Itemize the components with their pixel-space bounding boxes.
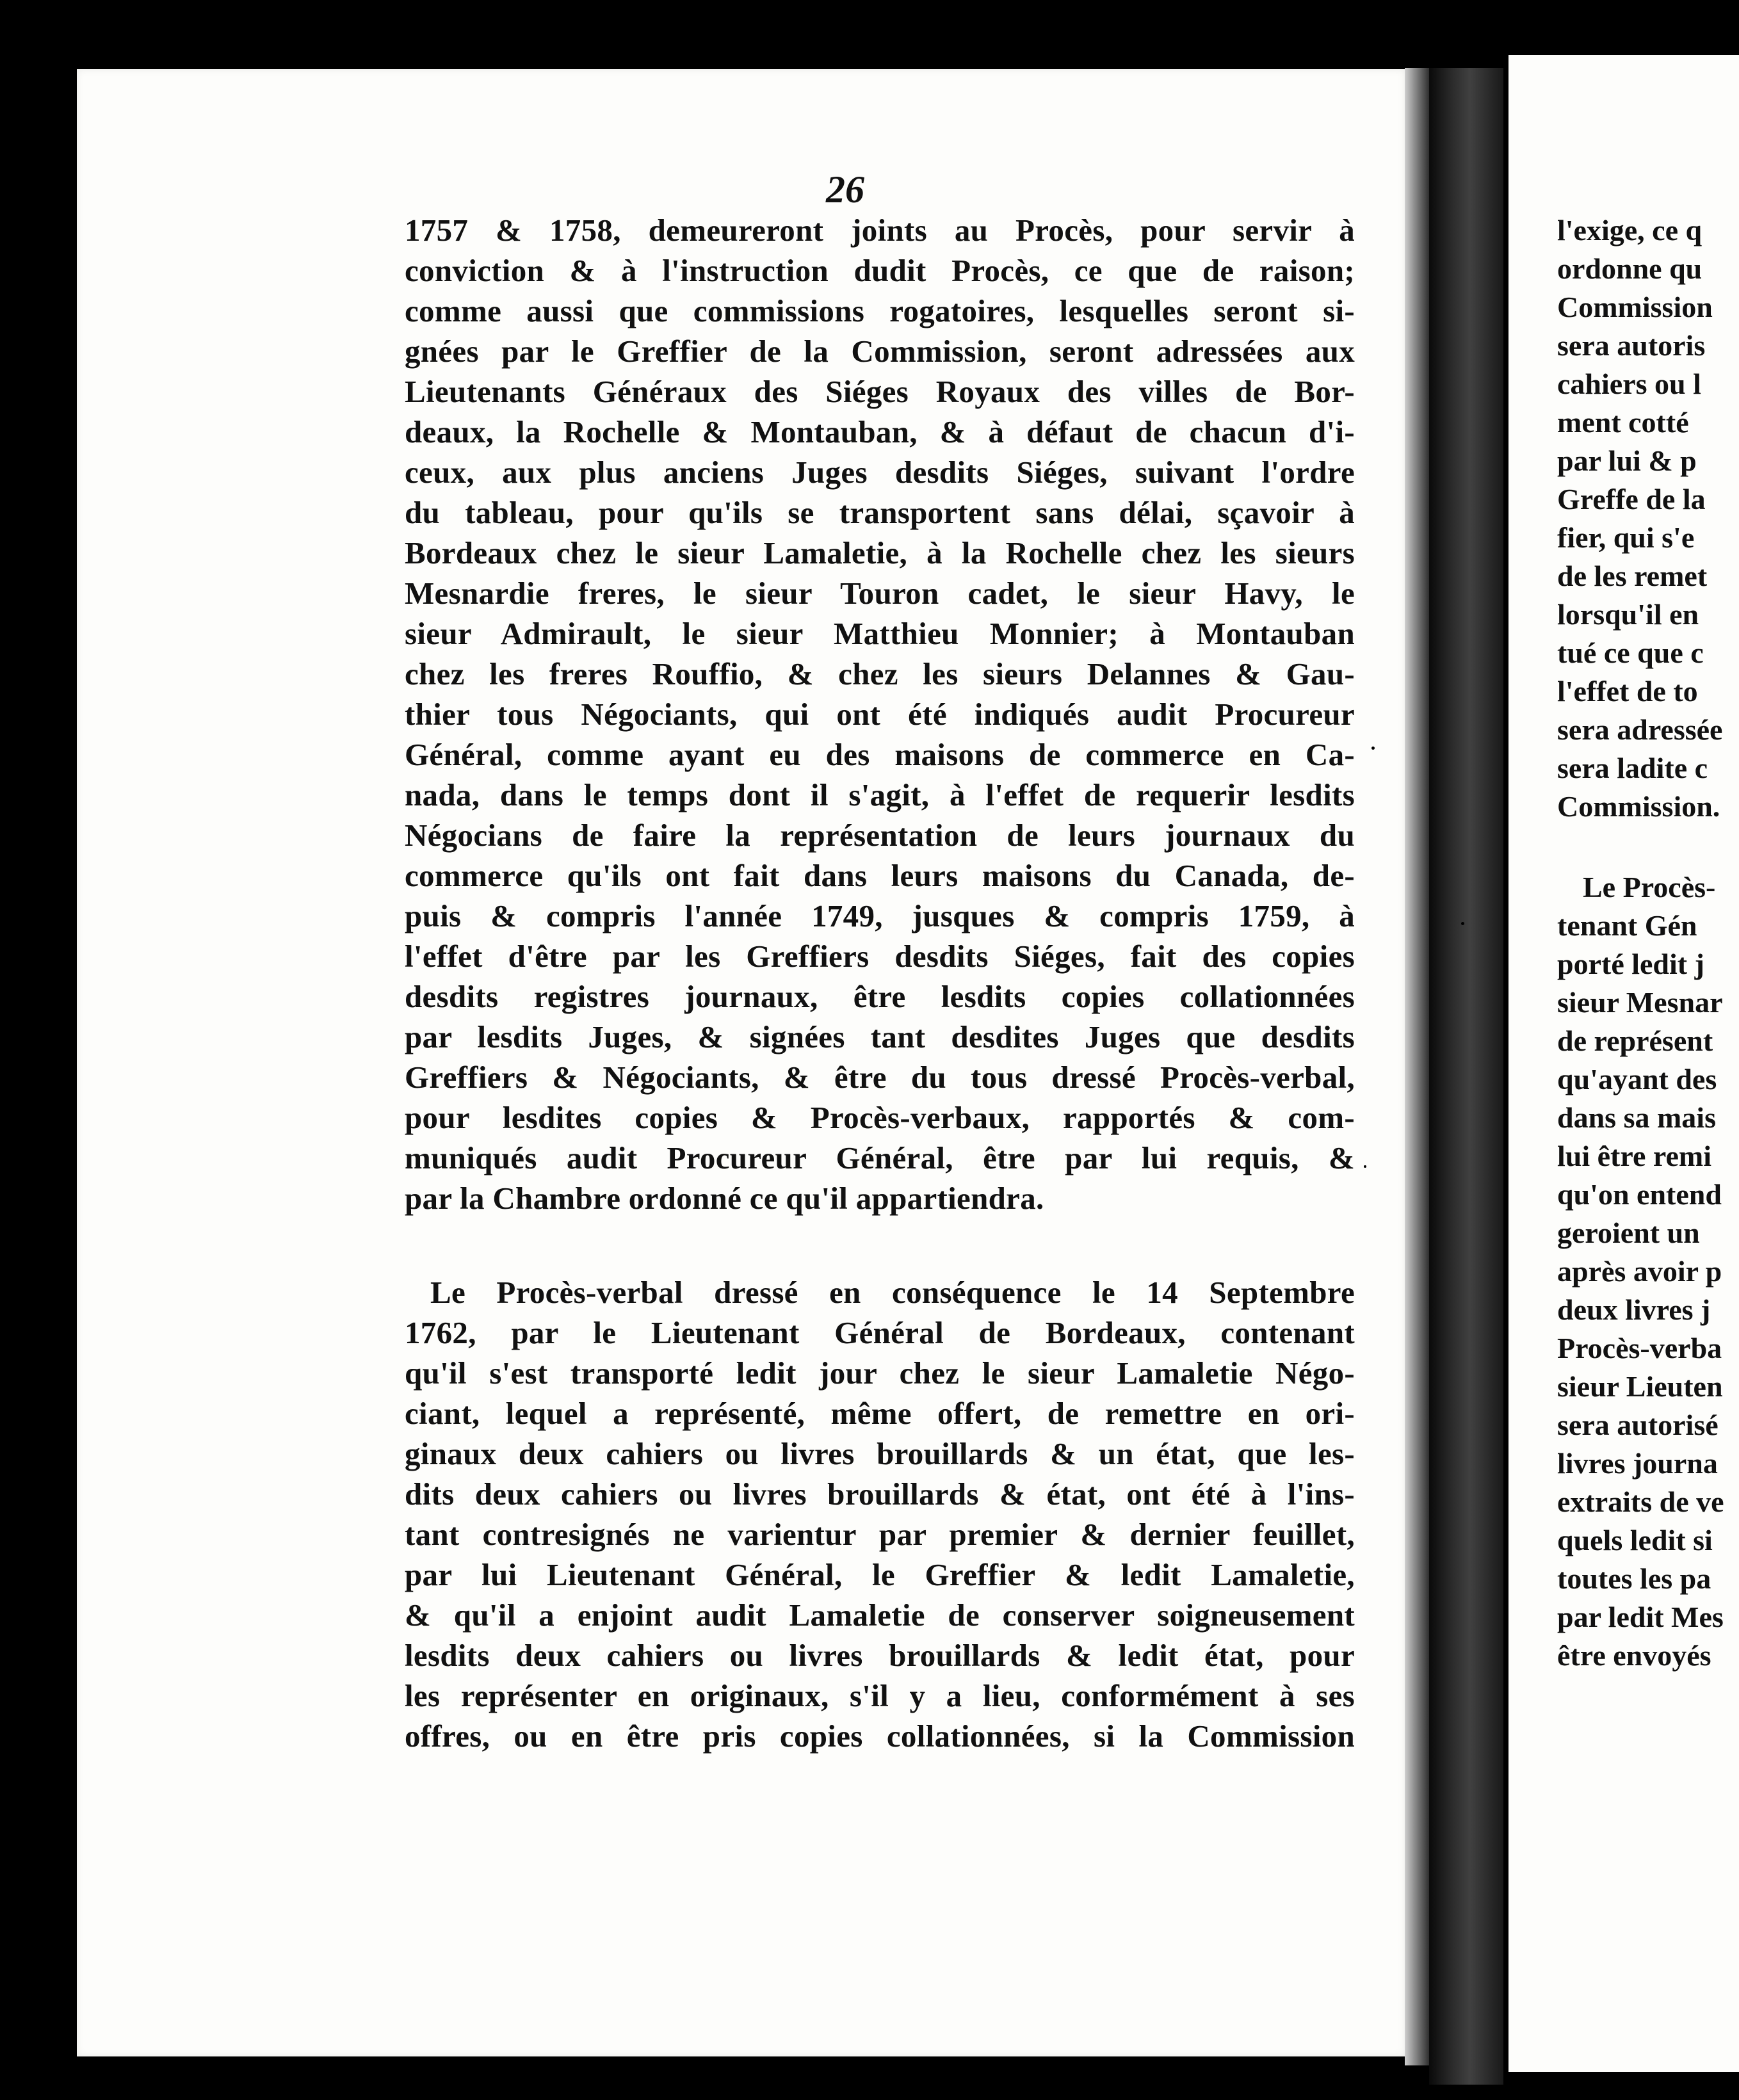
scan-speck [1371, 747, 1375, 750]
text-line: du tableau, pour qu'ils se transportent sans délai, sçavoir à [405, 495, 1355, 530]
page-number: 26 [826, 168, 864, 211]
text-line: 1762, par le Lieutenant Général de Bordeaux, contenant [405, 1315, 1355, 1350]
text-line: de représent [1557, 1024, 1713, 1057]
right-paragraph-2 [1557, 868, 1739, 1675]
text-line: toutes les pa [1557, 1562, 1711, 1595]
text-line: ment cotté [1557, 406, 1689, 439]
text-line: pour lesdites copies & Procès-verbaux, rapportés & com- [405, 1100, 1355, 1135]
text-line: lorsqu'il en [1557, 598, 1699, 631]
text-line: Commission [1557, 291, 1713, 323]
text-line: Mesnardie freres, le sieur Touron cadet, le sieur Havy, le [405, 576, 1355, 611]
right-paragraph-1 [1557, 211, 1739, 826]
text-line: sieur Mesnar [1557, 986, 1723, 1019]
paragraph-2 [405, 1272, 1355, 1756]
text-line: l'exige, ce q [1557, 214, 1703, 246]
text-line: après avoir p [1557, 1255, 1722, 1288]
text-line: quels ledit si [1557, 1524, 1713, 1556]
text-line: Bordeaux chez le sieur Lamaletie, à la Rochelle chez les sieurs [405, 535, 1355, 570]
text-line: muniqués audit Procureur Général, être par lui requis, & [405, 1140, 1355, 1175]
text-line: puis & compris l'année 1749, jusques & compris 1759, à [405, 898, 1355, 933]
text-line: 1757 & 1758, demeureront joints au Procès, pour servir à [405, 213, 1355, 248]
text-line: Le Procès-verbal dressé en conséquence le 14 Septembre [430, 1275, 1355, 1310]
text-line: porté ledit j [1557, 948, 1704, 980]
text-line: deaux, la Rochelle & Montauban, & à défaut de chacun d'i- [405, 414, 1355, 449]
text-line: extraits de ve [1557, 1485, 1724, 1518]
text-line: par lesdits Juges, & signées tant desdites Juges que desdits [405, 1019, 1355, 1054]
text-line: commerce qu'ils ont fait dans leurs maisons du Canada, de- [405, 858, 1355, 893]
text-line: sera autorisé [1557, 1409, 1719, 1441]
text-line: offres, ou en être pris copies collationnées, si la Commission [405, 1718, 1355, 1754]
left-page-text [405, 210, 1355, 1756]
text-line: l'effet d'être par les Greffiers desdits Siéges, fait des copies [405, 939, 1355, 974]
text-line: tant contresignés ne varientur par premier & dernier feuillet, [405, 1517, 1355, 1552]
text-line: Général, comme ayant eu des maisons de commerce en Ca- [405, 737, 1355, 772]
text-line: Le Procès- [1583, 871, 1716, 903]
text-line: dits deux cahiers ou livres brouillards & état, ont été à l'ins- [405, 1476, 1355, 1512]
text-line: chez les freres Rouffio, & chez les sieurs Delannes & Gau- [405, 656, 1355, 691]
text-line: ginaux deux cahiers ou livres brouillards & un état, que les- [405, 1436, 1355, 1471]
text-line: dans sa mais [1557, 1101, 1716, 1134]
text-line: & qu'il a enjoint audit Lamaletie de conserver soigneusement [405, 1597, 1355, 1633]
text-line: nada, dans le temps dont il s'agit, à l'effet de requerir lesdits [405, 777, 1355, 812]
text-line: par ledit Mes [1557, 1601, 1724, 1633]
text-line: qu'ayant des [1557, 1063, 1717, 1095]
text-line: l'effet de to [1557, 675, 1698, 707]
text-line: ciant, lequel a représenté, même offert, de remettre en ori- [405, 1396, 1355, 1431]
text-line: ordonne qu [1557, 252, 1703, 285]
text-line: par lui & p [1557, 444, 1697, 477]
page-edge-shadow [1405, 68, 1430, 2065]
paragraph-spacer [1557, 826, 1739, 868]
text-line: sera autoris [1557, 329, 1706, 362]
text-line: fier, qui s'e [1557, 521, 1695, 554]
paragraph-1 [405, 210, 1355, 1218]
text-line: les représenter en originaux, s'il y a lieu, conformément à ses [405, 1678, 1355, 1713]
text-line: Procès-verba [1557, 1332, 1722, 1364]
text-line: Commission. [1557, 790, 1720, 823]
right-page-text [1557, 211, 1739, 1675]
text-line: sera ladite c [1557, 752, 1708, 784]
text-line: Lieutenants Généraux des Siéges Royaux des villes de Bor- [405, 374, 1355, 409]
text-line: sieur Lieuten [1557, 1370, 1723, 1403]
text-line: sieur Admirault, le sieur Matthieu Monnier; à Montauban [405, 616, 1355, 651]
text-line: tenant Gén [1557, 909, 1697, 942]
text-line: comme aussi que commissions rogatoires, lesquelles seront si- [405, 293, 1355, 328]
text-line: lui être remi [1557, 1140, 1711, 1172]
text-line: Greffiers & Négociants, & être du tous dressé Procès-verbal, [405, 1060, 1355, 1095]
text-line: desdits registres journaux, être lesdits copies collationnées [405, 979, 1355, 1014]
text-line: être envoyés [1557, 1639, 1711, 1672]
text-line: qu'on entend [1557, 1178, 1722, 1211]
text-line: Greffe de la [1557, 483, 1706, 515]
text-line: lesdits deux cahiers ou livres brouillards & ledit état, pour [405, 1638, 1355, 1673]
paragraph-spacer [405, 1218, 1355, 1272]
text-line: livres journa [1557, 1447, 1718, 1480]
text-line: conviction & à l'instruction dudit Procès, ce que de raison; [405, 253, 1355, 288]
text-line: Négocians de faire la représentation de leurs journaux du [405, 818, 1355, 853]
text-line: thier tous Négociants, qui ont été indiqués audit Procureur [405, 697, 1355, 732]
scan-speck [1364, 1165, 1366, 1168]
text-line: sera adressée [1557, 713, 1723, 746]
scan-speck [1461, 922, 1464, 925]
text-line: deux livres j [1557, 1293, 1711, 1326]
text-line: tué ce que c [1557, 636, 1704, 669]
text-line: par lui Lieutenant Général, le Greffier & ledit Lamaletie, [405, 1557, 1355, 1592]
scan-speck [1729, 13, 1733, 17]
text-line: qu'il s'est transporté ledit jour chez le sieur Lamaletie Négo- [405, 1355, 1355, 1391]
text-line: cahiers ou l [1557, 368, 1701, 400]
text-line: de les remet [1557, 560, 1708, 592]
text-line: geroient un [1557, 1216, 1700, 1249]
text-line: ceux, aux plus anciens Juges desdits Siéges, suivant l'ordre [405, 455, 1355, 490]
book-gutter [1429, 68, 1503, 2085]
text-line: par la Chambre ordonné ce qu'il appartiendra. [405, 1181, 1044, 1216]
text-line: gnées par le Greffier de la Commission, seront adressées aux [405, 334, 1355, 369]
